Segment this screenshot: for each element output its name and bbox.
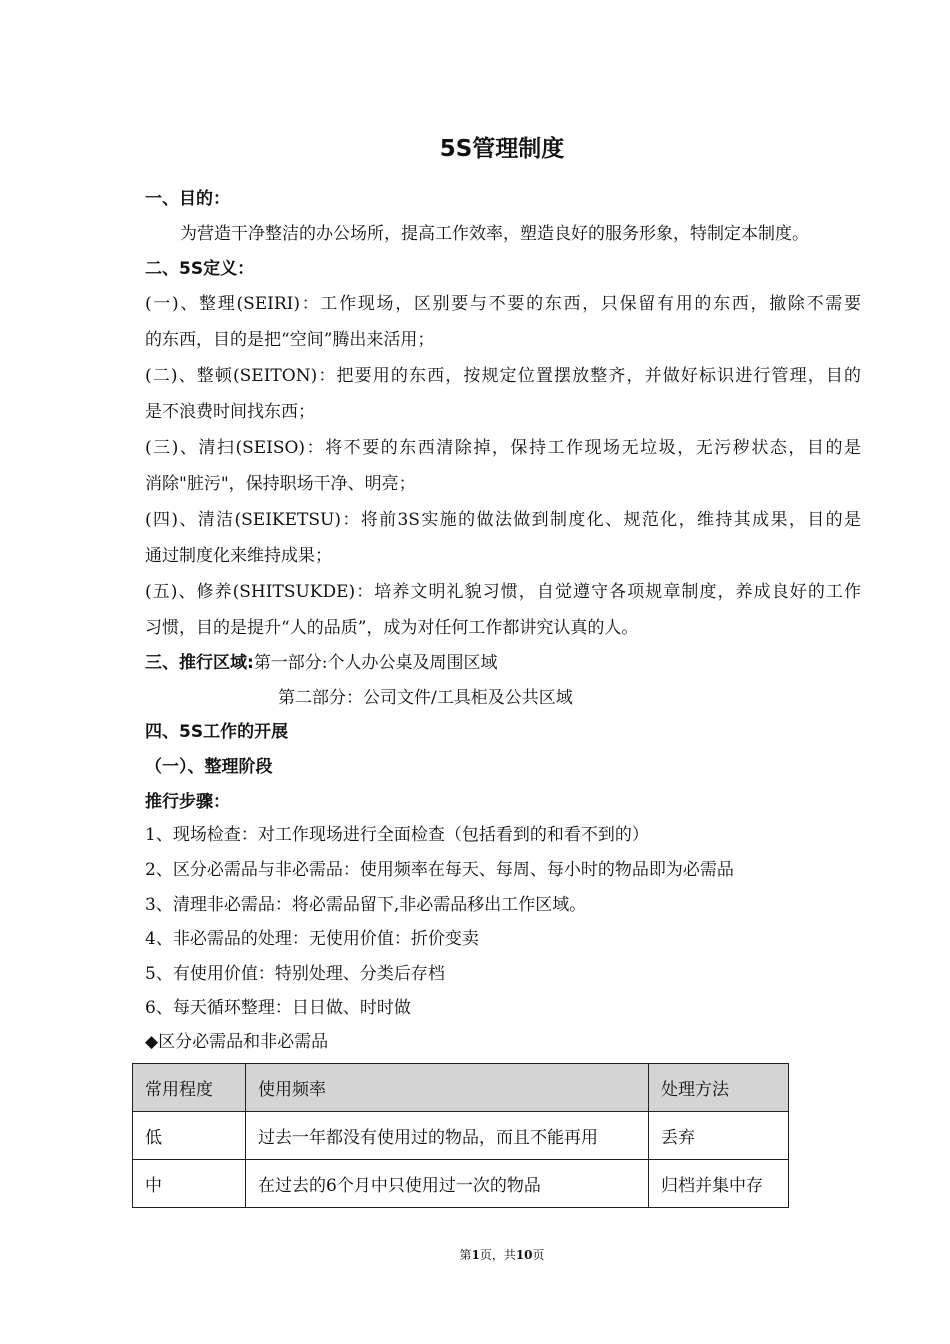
table-cell: 丢弃 [649, 1112, 789, 1160]
step-item-3: 3、清理非必需品：将必需品留下,非必需品移出工作区域。 [145, 895, 587, 915]
table-cell: 归档并集中存 [649, 1160, 789, 1208]
definition-4-line2: 通过制度化来维持成果； [145, 546, 332, 566]
definition-1-line1: (一)、整理(SEIRI)：工作现场，区别要与不要的东西，只保留有用的东西，撤除不需要 [145, 294, 861, 314]
table-caption: ◆区分必需品和非必需品 [145, 1032, 329, 1052]
step-item-4: 4、非必需品的处理：无使用价值：折价变卖 [145, 929, 479, 949]
table-cell: 在过去的6个月中只使用过一次的物品 [246, 1160, 649, 1208]
page-footer [0, 1246, 950, 1264]
table-cell: 过去一年都没有使用过的物品，而且不能再用 [246, 1112, 649, 1160]
table-header-row [133, 1064, 789, 1112]
step-item-2: 2、区分必需品与非必需品：使用频率在每天、每周、每小时的物品即为必需品 [145, 860, 734, 880]
area-part-1: 第一部分:个人办公桌及周围区域 [253, 653, 498, 673]
area-part-2: 第二部分：公司文件/工具柜及公共区域 [278, 688, 573, 708]
header-cell-usage-level: 常用程度 [133, 1064, 246, 1112]
footer-suffix: 页 [532, 1248, 545, 1262]
footer-total-pages: 10 [515, 1248, 533, 1262]
definition-5-line2: 习惯，目的是提升“人的品质”，成为对任何工作都讲究认真的人。 [145, 618, 639, 638]
step-item-6: 6、每天循环整理：日日做、时时做 [145, 998, 411, 1018]
table-row [133, 1160, 789, 1208]
footer-middle: 页，共 [479, 1248, 516, 1262]
purpose-heading: 一、目的： [145, 189, 230, 209]
area-row-1 [145, 650, 498, 676]
definition-heading: 二、5S定义： [145, 259, 255, 279]
steps-heading: 推行步骤： [145, 792, 230, 812]
footer-page-number: 1 [471, 1248, 480, 1262]
header-cell-method: 处理方法 [649, 1064, 789, 1112]
purpose-text: 为营造干净整洁的办公场所，提高工作效率，塑造良好的服务形象，特制定本制度。 [180, 224, 809, 244]
step-item-5: 5、有使用价值：特别处理、分类后存档 [145, 964, 445, 984]
definition-4-line1: (四)、清洁(SEIKETSU)：将前3S实施的做法做到制度化、规范化，维持其成果，目的是 [145, 510, 861, 530]
table-cell: 低 [133, 1112, 246, 1160]
header-cell-frequency: 使用频率 [246, 1064, 649, 1112]
definition-1-line2: 的东西，目的是把“空间”腾出来活用； [145, 330, 435, 350]
table-cell: 中 [133, 1160, 246, 1208]
classification-table [132, 1063, 789, 1208]
definition-3-line1: (三)、清扫(SEISO)：将不要的东西清除掉，保持工作现场无垃圾，无污秽状态，目的是 [145, 438, 861, 458]
area-heading: 三、推行区域: [145, 653, 254, 673]
table-row [133, 1112, 789, 1160]
definition-5-line1: (五)、修养(SHITSUKDE)：培养文明礼貌习惯，自觉遵守各项规章制度，养成良好的工作 [145, 582, 861, 602]
definition-2-line2: 是不浪费时间找东西； [145, 402, 315, 422]
document-title: 5S管理制度 [439, 136, 565, 162]
definition-3-line2: 消除"脏污"，保持职场干净、明亮； [145, 474, 416, 494]
definition-2-line1: (二)、整顿(SEITON)：把要用的东西，按规定位置摆放整齐，并做好标识进行管理，目的 [145, 366, 861, 386]
stage-heading: （一）、整理阶段 [145, 757, 273, 777]
footer-prefix: 第 [459, 1248, 472, 1262]
work-heading: 四、5S工作的开展 [145, 722, 289, 742]
step-item-1: 1、现场检查：对工作现场进行全面检查（包括看到的和看不到的） [145, 825, 649, 845]
